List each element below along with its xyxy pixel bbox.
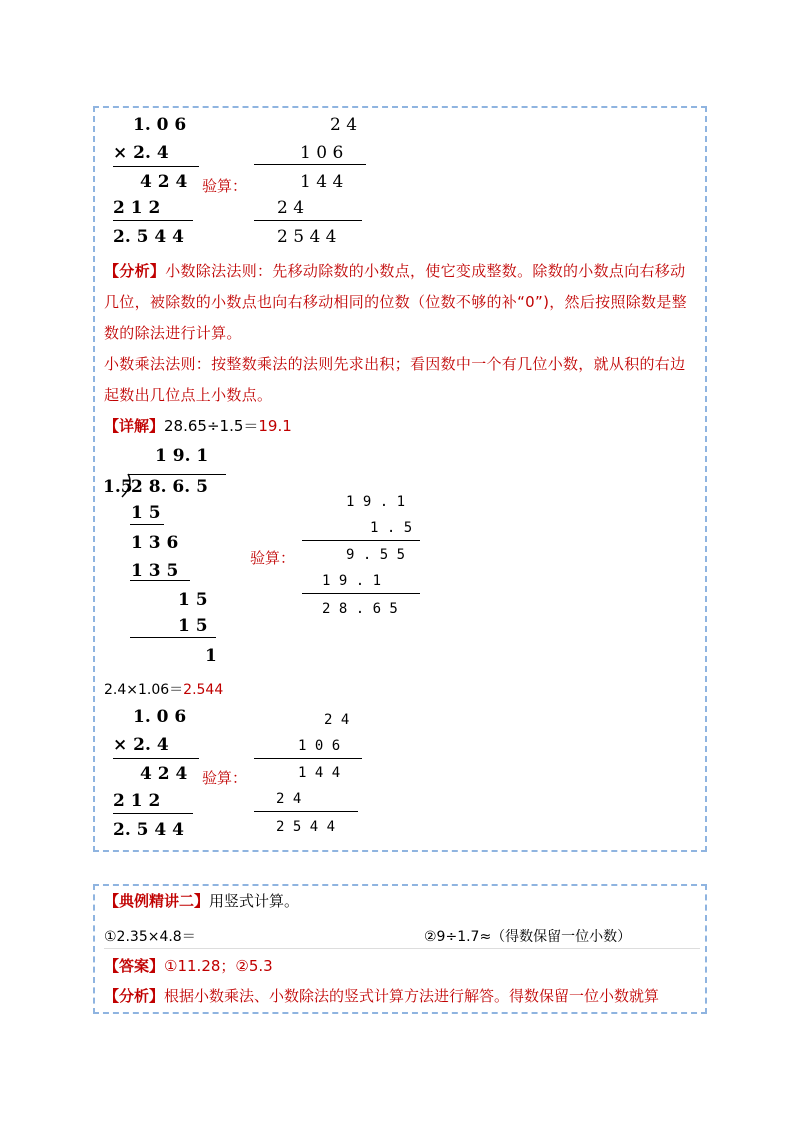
- example-heading: [104, 890, 299, 911]
- answer-text: ①11.28；②5.3: [164, 957, 273, 975]
- rule: [254, 811, 358, 812]
- check-row-3: 9 . 5 5: [346, 547, 406, 563]
- quotient: 1 9. 1: [155, 446, 209, 466]
- rule: [113, 813, 193, 814]
- check-row-4: 1 9 . 1: [322, 573, 382, 589]
- rule: [130, 580, 190, 581]
- example-title: 用竖式计算。: [209, 892, 300, 910]
- mult-row-2: × 2. 4: [113, 735, 169, 755]
- division-step-5: 1 5: [178, 616, 208, 636]
- division-step-4: 1 5: [178, 590, 208, 610]
- rule: [254, 758, 362, 759]
- check-row-1: 1 9 . 1: [346, 494, 406, 510]
- mult-row-4: 2 1 2: [113, 791, 161, 811]
- rule: [130, 637, 216, 638]
- rule: [113, 166, 199, 167]
- check-label: 验算：: [250, 549, 296, 567]
- analysis-paragraph-2: 小数乘法法则：按整数乘法的法则先求出积；看因数中一个有几位小数，就从积的右边起数出几位点上小数点。: [104, 355, 686, 404]
- question-2: ②9÷1.7≈（得数保留一位小数）: [424, 929, 632, 945]
- division-step-3: 1 3 5: [131, 561, 179, 581]
- division-remainder: 1: [205, 646, 217, 666]
- detail-answer-1: 19.1: [258, 417, 292, 435]
- division-step-2: 1 3 6: [131, 533, 179, 553]
- division-bar: [128, 474, 226, 475]
- rule: [113, 758, 199, 759]
- check-row-5: 2 5 4 4: [276, 819, 336, 835]
- rule: [130, 524, 164, 525]
- example-tag: 【典例精讲二】: [104, 892, 210, 910]
- check-row-3: 1 4 4: [300, 172, 344, 192]
- mult-row-1: 1. 0 6: [133, 115, 187, 135]
- check-row-5: 2 8 . 6 5: [322, 601, 398, 617]
- check-row-2: 1 . 5: [370, 520, 413, 536]
- check-row-1: 2 4: [324, 712, 350, 728]
- mult-row-2: × 2. 4: [113, 143, 169, 163]
- mult-row-3: 4 2 4: [140, 764, 188, 784]
- rule: [302, 593, 420, 594]
- rule: [302, 540, 420, 541]
- detail-line: [104, 415, 292, 436]
- check-label: 验算：: [202, 177, 248, 195]
- check-label: 验算：: [202, 769, 248, 787]
- detail-answer-2: 2.544: [183, 682, 224, 698]
- detail-eq-2: 2.4×1.06＝: [104, 682, 184, 698]
- example-analysis: [104, 985, 659, 1006]
- divisor: 1.5: [103, 477, 133, 497]
- rule: [254, 164, 366, 165]
- rule: [113, 220, 193, 221]
- analysis-text-1: 小数除法法则：先移动除数的小数点，使它变成整数。除数的小数点向右移动几位，被除数的小数点也向右移动相同的位数（位数不够的补“0”)，然后按照除数是整数的除法进行计算。: [104, 262, 687, 342]
- mult-row-5: 2. 5 4 4: [113, 820, 184, 840]
- check-row-4: 2 4: [276, 791, 302, 807]
- check-row-1: 2 4: [330, 115, 358, 135]
- analysis-tag: 【分析】: [104, 262, 166, 280]
- divider: [104, 948, 700, 949]
- mult-row-3: 4 2 4: [140, 172, 188, 192]
- example-analysis-text: 根据小数乘法、小数除法的竖式计算方法进行解答。得数保留一位小数就算: [164, 987, 660, 1005]
- question-1: ①2.35×4.8＝: [104, 929, 196, 945]
- check-row-2: 1 0 6: [300, 143, 344, 163]
- check-row-2: 1 0 6: [298, 738, 341, 754]
- check-row-3: 1 4 4: [298, 765, 341, 781]
- answer-line: [104, 955, 273, 976]
- detail-tag: 【详解】: [104, 417, 165, 435]
- mult-row-4: 2 1 2: [113, 198, 161, 218]
- dividend: 2 8. 6. 5: [131, 477, 208, 497]
- detail-eq-1: 28.65÷1.5＝: [164, 417, 259, 435]
- mult-row-1: 1. 0 6: [133, 707, 187, 727]
- detail-line-2: [104, 679, 223, 699]
- division-step-1: 1 5: [131, 503, 161, 523]
- rule: [254, 220, 362, 221]
- analysis-tag: 【分析】: [104, 987, 165, 1005]
- analysis-paragraph: [104, 256, 700, 349]
- mult-row-5: 2. 5 4 4: [113, 227, 184, 247]
- check-row-5: 2 5 4 4: [277, 227, 337, 247]
- check-row-4: 2 4: [277, 198, 305, 218]
- answer-tag: 【答案】: [104, 957, 165, 975]
